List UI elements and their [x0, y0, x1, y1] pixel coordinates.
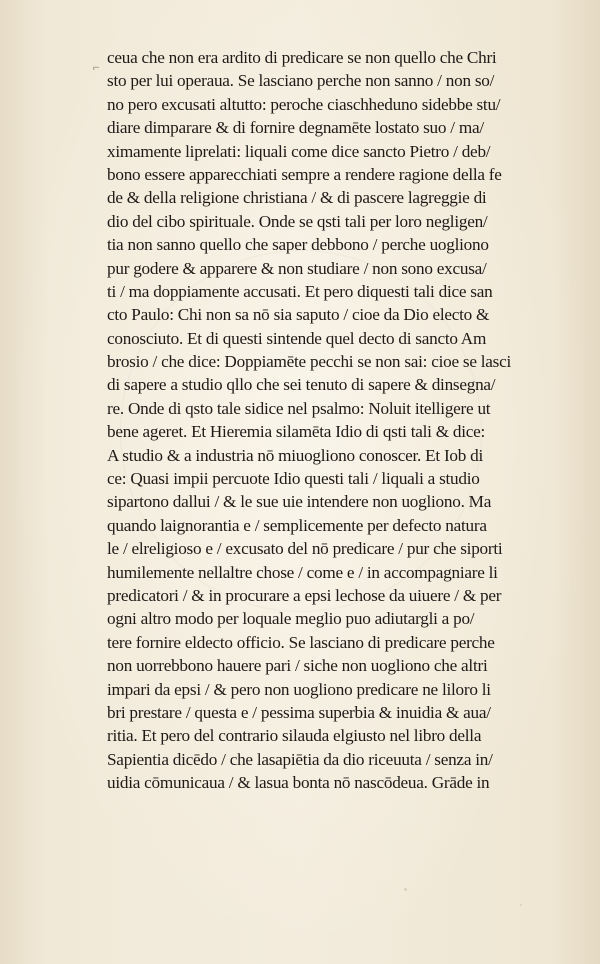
- text-line: humilemente nellaltre chose / come e / in accompagniare li: [107, 562, 498, 582]
- text-line: tia non sanno quello che saper debbono / perche uogliono: [107, 235, 489, 255]
- text-line: bri prestare / questa e / pessima superbia & inuidia & aua/: [107, 702, 491, 722]
- text-line: uidia cōmunicaua / & lasua bonta nō nascōdeua. Grāde in: [107, 773, 490, 793]
- text-block: [107, 46, 547, 795]
- margin-mark: ⌐: [93, 60, 100, 74]
- text-line: ogni altro modo per loquale meglio puo adiutargli a po/: [107, 609, 475, 629]
- text-line: brosio / che dice: Doppiamēte pecchi se non sai: cioe se lasci: [107, 352, 512, 372]
- text-line: ritia. Et pero del contrario silauda elgiusto nel libro della: [107, 726, 482, 746]
- text-line: quando laignorantia e / semplicemente per defecto natura: [107, 515, 487, 535]
- text-line: A studio & a industria nō miuogliono conoscer. Et Iob di: [107, 445, 484, 465]
- text-line: cto Paulo: Chi non sa nō sia saputo / cioe da Dio electo &: [107, 305, 490, 325]
- text-line: bono essere apparecchiati sempre a rendere ragione della fe: [107, 164, 502, 184]
- text-line: diare dimparare & di fornire degnamēte lostato suo / ma/: [107, 118, 484, 138]
- text-line: de & della religione christiana / & di pascere lagreggie di: [107, 188, 487, 208]
- paper-spot: [404, 888, 407, 891]
- text-line: le / elreligioso e / excusato del nō predicare / pur che siporti: [107, 539, 503, 559]
- text-line: ce: Quasi impii percuote Idio questi tali / liquali a studio: [107, 469, 480, 489]
- text-line: pur godere & apparere & non studiare / non sono excusa/: [107, 258, 487, 278]
- text-line: bene ageret. Et Hieremia silamēta Idio di qsti tali & dice:: [107, 422, 486, 442]
- text-line: sto per lui operaua. Se lasciano perche non sanno / non so/: [107, 71, 495, 91]
- text-line: non uorrebbono hauere pari / siche non uogliono che altri: [107, 656, 488, 676]
- text-line: tere fornire eldecto officio. Se lasciano di predicare perche: [107, 632, 495, 652]
- text-line: no pero excusati altutto: peroche ciaschheduno sidebbe stu/: [107, 94, 501, 114]
- text-line: sipartono dallui / & le sue uie intendere non uogliono. Ma: [107, 492, 492, 512]
- text-line: Sapientia dicēdo / che lasapiētia da dio riceuuta / senza in/: [107, 749, 493, 769]
- text-line: dio del cibo spirituale. Onde se qsti tali per loro negligen/: [107, 211, 488, 231]
- text-line: impari da epsi / & pero non uogliono predicare ne liloro li: [107, 679, 491, 699]
- text-line: re. Onde di qsto tale sidice nel psalmo: Noluit itelligere ut: [107, 398, 491, 418]
- text-line: conosciuto. Et di questi sintende quel decto di sancto Am: [107, 328, 487, 348]
- text-line: ceua che non era ardito di predicare se non quello che Chri: [107, 48, 497, 67]
- text-line: ximamente liprelati: liquali come dice sancto Pietro / deb/: [107, 141, 491, 161]
- paper-spot: [520, 904, 522, 906]
- text-line: predicatori / & in procurare a epsi lechose da uiuere / & per: [107, 585, 502, 605]
- text-line: di sapere a studio qllo che sei tenuto di sapere & dinsegna/: [107, 375, 496, 395]
- text-line: ti / ma doppiamente accusati. Et pero diquesti tali dice san: [107, 281, 493, 301]
